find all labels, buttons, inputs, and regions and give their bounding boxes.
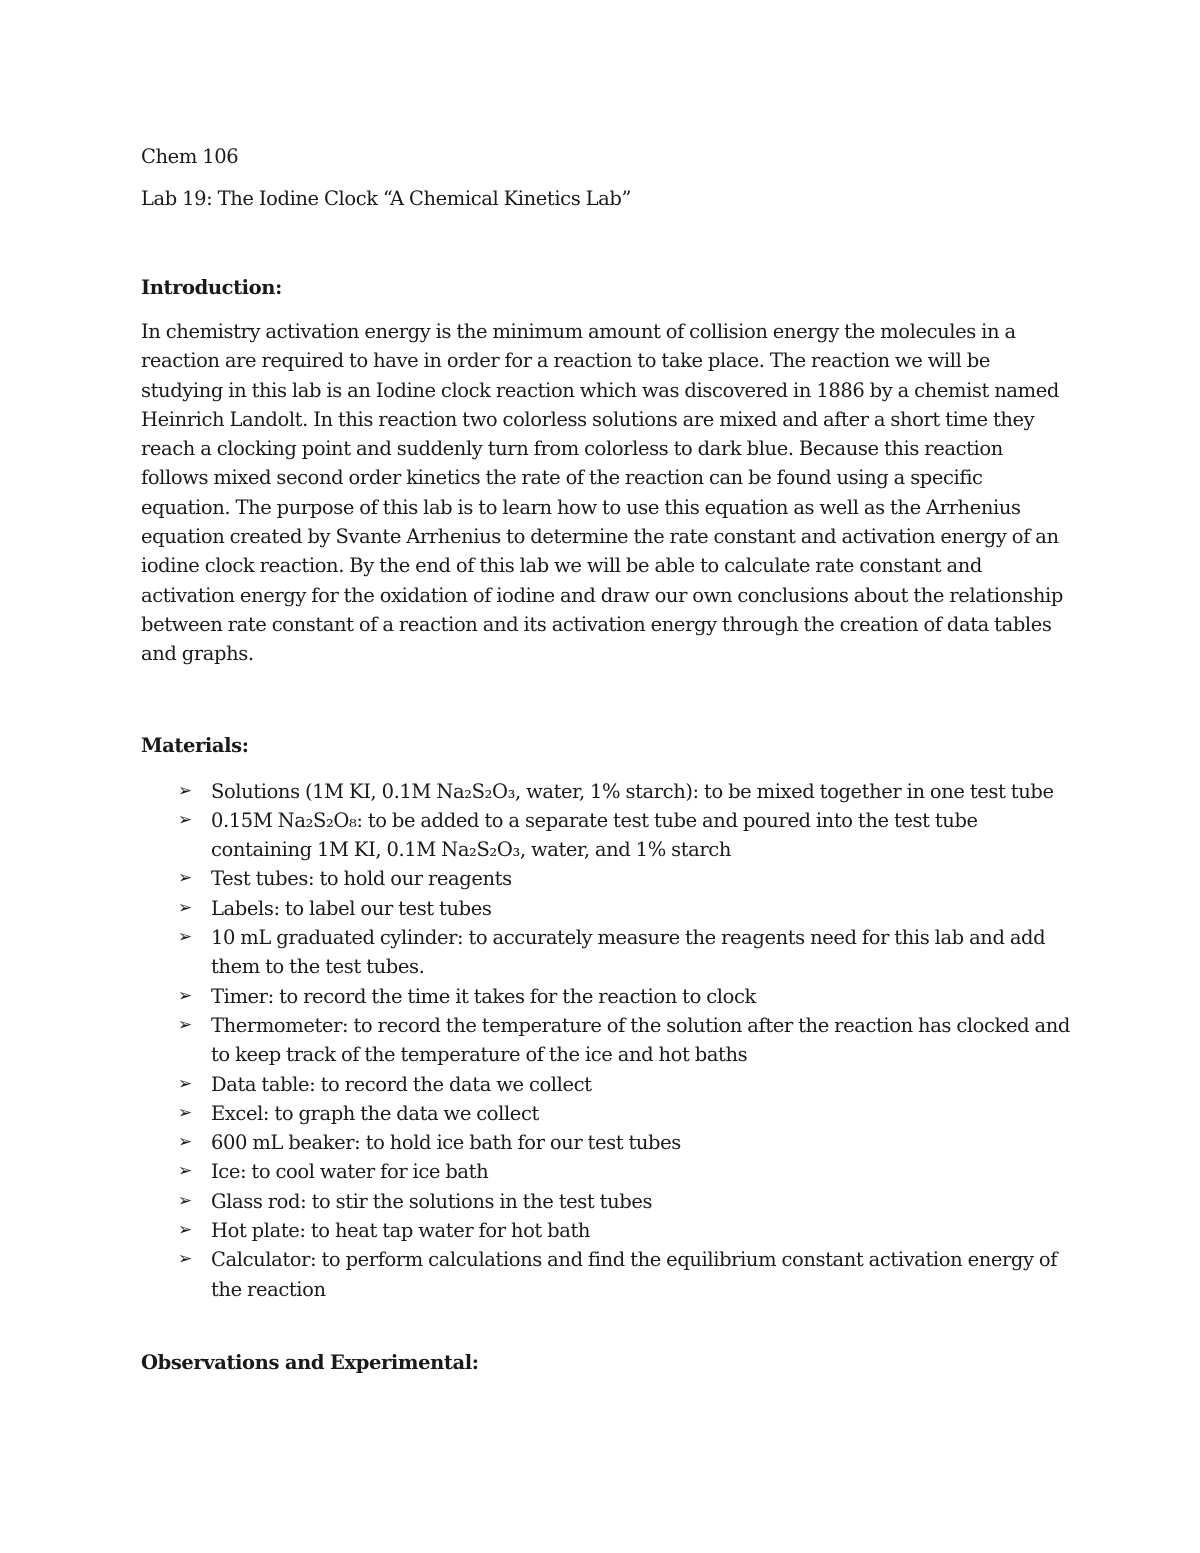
material-text: Test tubes: to hold our reagents [211, 867, 512, 891]
course-title: Chem 106 [141, 145, 239, 168]
material-text: 600 mL beaker: to hold ice bath for our test tubes [211, 1131, 681, 1155]
list-item [141, 894, 1071, 923]
list-item [141, 1245, 1071, 1304]
material-text: Hot plate: to heat tap water for hot bath [211, 1219, 591, 1243]
introduction-paragraph: In chemistry activation energy is the minimum amount of collision energy the molecules in a reaction are required to have in order for a reaction to take place. The reaction we will be studying in this lab is an Iodine clock reaction which was discovered in 1886 by a chemist named Heinrich Landolt. In this reaction two colorless solutions are mixed and after a short time they reach a clocking point and suddenly turn from colorless to dark blue. Because this reaction follows mixed second order kinetics the rate of the reaction can be found using a specific equation. The purpose of this lab is to learn how to use this equation as well as the Arrhenius equation created by Svante Arrhenius to determine the rate constant and activation energy of an iodine clock reaction. By the end of this lab we will be able to calculate rate constant and activation energy for the oxidation of iodine and draw our own conclusions about the relationship between rate constant of a reaction and its activation energy through the creation of data tables and graphs. [141, 320, 1063, 666]
arrow-bullet-icon: ➢ [178, 1073, 192, 1094]
material-text: Calculator: to perform calculations and find the equilibrium constant activation energy of the reaction [211, 1248, 1058, 1301]
material-text: Data table: to record the data we collect [211, 1072, 592, 1096]
arrow-bullet-icon: ➢ [178, 1249, 192, 1270]
arrow-bullet-icon: ➢ [178, 868, 192, 889]
introduction-heading: Introduction: [141, 276, 282, 299]
arrow-bullet-icon: ➢ [178, 780, 192, 801]
material-text: Labels: to label our test tubes [211, 896, 492, 920]
arrow-bullet-icon: ➢ [178, 985, 192, 1006]
arrow-bullet-icon: ➢ [178, 1220, 192, 1241]
arrow-bullet-icon: ➢ [178, 1132, 192, 1153]
material-text: Timer: to record the time it takes for the reaction to clock [211, 984, 756, 1008]
list-item [141, 777, 1071, 806]
material-text: Excel: to graph the data we collect [211, 1101, 539, 1125]
arrow-bullet-icon: ➢ [178, 1161, 192, 1182]
list-item [141, 806, 1071, 865]
lab-title: Lab 19: The Iodine Clock “A Chemical Kinetics Lab” [141, 187, 632, 210]
list-item [141, 1128, 1071, 1157]
arrow-bullet-icon: ➢ [178, 897, 192, 918]
list-item [141, 1070, 1071, 1099]
list-item [141, 1157, 1071, 1186]
materials-list [141, 777, 1071, 1304]
material-text: Ice: to cool water for ice bath [211, 1160, 489, 1184]
arrow-bullet-icon: ➢ [178, 809, 192, 830]
material-text: 0.15M Na₂S₂O₈: to be added to a separate test tube and poured into the test tube containing 1M KI, 0.1M Na₂S₂O₃, water, and 1% starch [211, 808, 978, 862]
arrow-bullet-icon: ➢ [178, 1190, 192, 1211]
list-item [141, 923, 1071, 982]
list-item [141, 1011, 1071, 1070]
list-item [141, 1099, 1071, 1128]
arrow-bullet-icon: ➢ [178, 1102, 192, 1123]
list-item [141, 864, 1071, 893]
material-text: Glass rod: to stir the solutions in the test tubes [211, 1189, 653, 1213]
materials-heading: Materials: [141, 733, 249, 757]
arrow-bullet-icon: ➢ [178, 927, 192, 948]
list-item [141, 1187, 1071, 1216]
list-item [141, 1216, 1071, 1245]
arrow-bullet-icon: ➢ [178, 1014, 192, 1035]
observations-heading: Observations and Experimental: [141, 1350, 479, 1374]
material-text: Thermometer: to record the temperature of the solution after the reaction has clocked and to keep track of the temperature of the ice and hot baths [211, 1013, 1070, 1067]
material-text: 10 mL graduated cylinder: to accurately measure the reagents need for this lab and add them to the test tubes. [211, 926, 1046, 979]
document-body [141, 140, 1071, 1380]
material-text: Solutions (1M KI, 0.1M Na₂S₂O₃, water, 1% starch): to be mixed together in one test tube [211, 779, 1054, 803]
list-item [141, 982, 1071, 1011]
